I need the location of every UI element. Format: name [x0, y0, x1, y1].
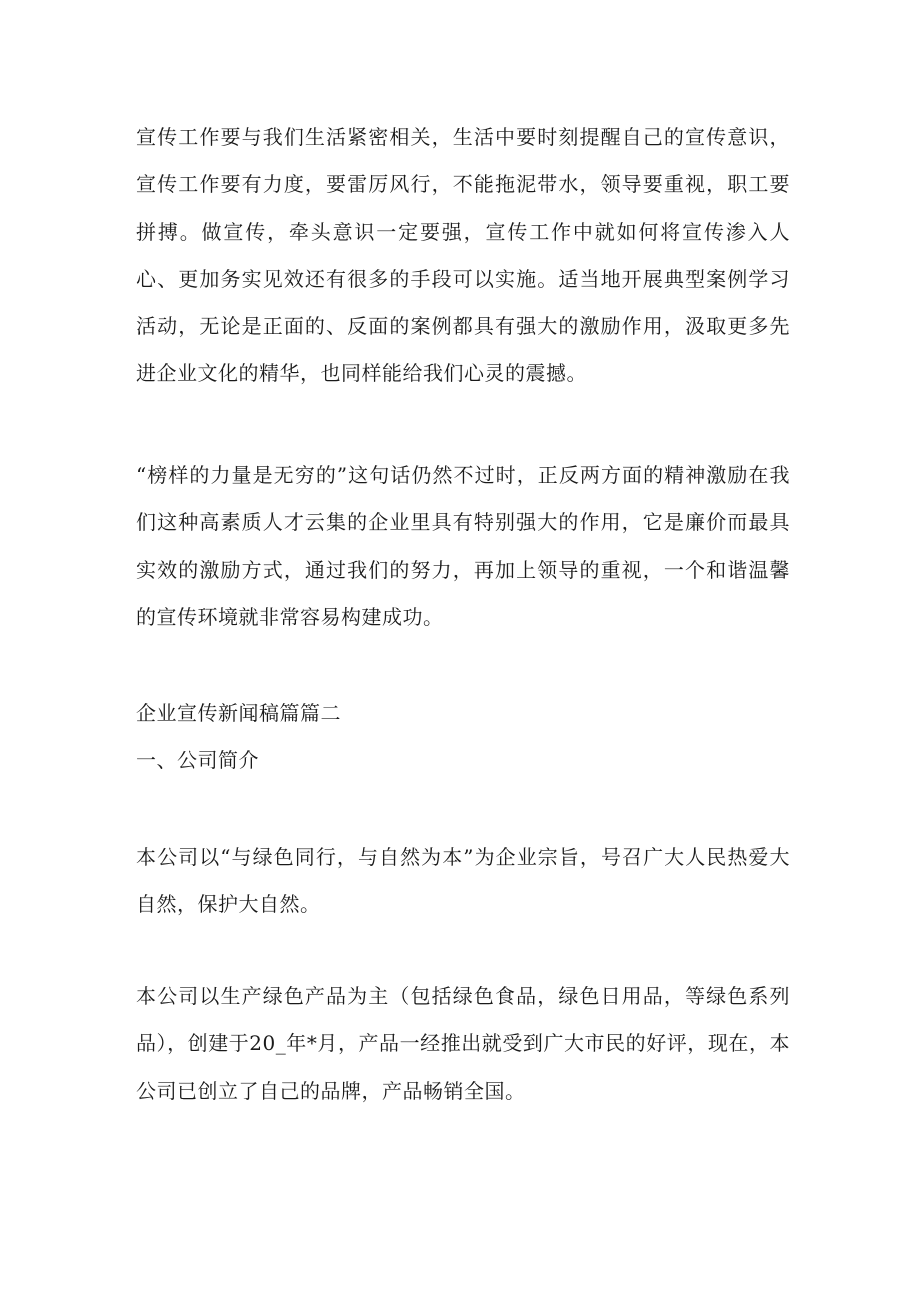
body-paragraph-1: 宣传工作要与我们生活紧密相关，生活中要时刻提醒自己的宣传意识，宣传工作要有力度，要雷厉风行，不能拖泥带水，领导要重视，职工要拼搏。做宣传，牵头意识一定要强，宣传工作中就如何将宣传渗入人心、更加务实见效还有很多的手段可以实施。适当地开展典型案例学习活动，无论是正面的、反面的案例都具有强大的激励作用，汲取更多先进企业文化的精华，也同样能给我们心灵的震撼。 — [136, 125, 790, 386]
body-paragraph-3: 本公司以“与绿色同行，与自然为本”为企业宗旨，号召广大人民热爱大自然，保护大自然。 — [136, 845, 790, 917]
body-paragraph-4: 本公司以生产绿色产品为主（包括绿色食品，绿色日用品，等绿色系列品），创建于20_年*月，产品一经推出就受到广大市民的好评，现在，本公司已创立了自己的品牌，产品畅销全国。 — [136, 984, 790, 1103]
body-paragraph-2: “榜样的力量是无穷的”这句话仍然不过时，正反两方面的精神激励在我们这种高素质人才云集的企业里具有特别强大的作用，它是廉价而最具实效的激励方式，通过我们的努力，再加上领导的重视，一个和谐温馨的宣传环境就非常容易构建成功。 — [136, 463, 790, 629]
section-title: 企业宣传新闻稿篇篇二 — [136, 701, 341, 725]
section-heading: 一、公司简介 — [136, 748, 259, 772]
